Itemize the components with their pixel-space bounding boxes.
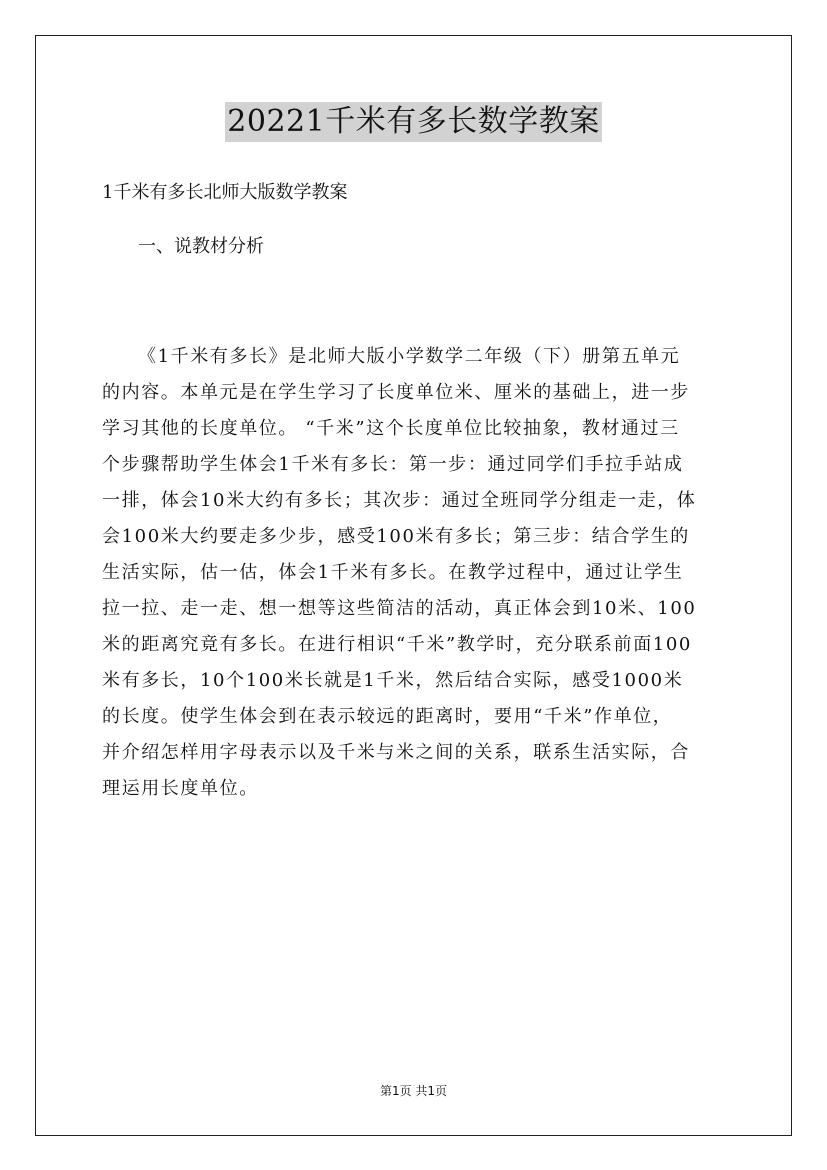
section-heading: 一、说教材分析 bbox=[138, 236, 264, 257]
paragraph-line: 学习其他的长度单位。 “千米”这个长度单位比较抽象，教材通过三 bbox=[102, 418, 680, 439]
paragraph-line: 并介绍怎样用字母表示以及千米与米之间的关系，联系生活实际，合 bbox=[102, 742, 690, 763]
paragraph-line: 《1千米有多长》是北师大版小学数学二年级（下）册第五单元 bbox=[138, 346, 681, 367]
document-title: 20221千米有多长数学教案 bbox=[225, 102, 601, 142]
paragraph-line: 米的距离究竟有多长。在进行相识“千米”教学时，充分联系前面100 bbox=[102, 634, 692, 655]
body-paragraph bbox=[102, 339, 726, 807]
page-number-footer: 第1页 共1页 bbox=[379, 1084, 448, 1098]
paragraph-line: 拉一拉、走一走、想一想等这些简洁的活动，真正体会到10米、100 bbox=[102, 598, 697, 619]
paragraph-line: 米有多长，10个100米长就是1千米，然后结合实际，感受1000米 bbox=[102, 670, 684, 691]
paragraph-line: 会100米大约要走多少步，感受100米有多长；第三步：结合学生的 bbox=[102, 526, 690, 547]
document-subtitle: 1千米有多长北师大版数学教案 bbox=[102, 182, 348, 203]
paragraph-line: 理运用长度单位。 bbox=[102, 778, 259, 799]
document-title-container bbox=[0, 101, 827, 142]
paragraph-line: 的长度。使学生体会到在表示较远的距离时，要用“千米”作单位， bbox=[102, 706, 673, 727]
paragraph-line: 一排，体会10米大约有多长；其次步：通过全班同学分组走一走，体 bbox=[102, 490, 697, 511]
paragraph-line: 生活实际，估一估，体会1千米有多长。在教学过程中，通过让学生 bbox=[102, 562, 684, 583]
paragraph-line: 的内容。本单元是在学生学习了长度单位米、厘米的基础上，进一步 bbox=[102, 382, 690, 403]
paragraph-line: 个步骤帮助学生体会1千米有多长：第一步：通过同学们手拉手站成 bbox=[102, 454, 684, 475]
